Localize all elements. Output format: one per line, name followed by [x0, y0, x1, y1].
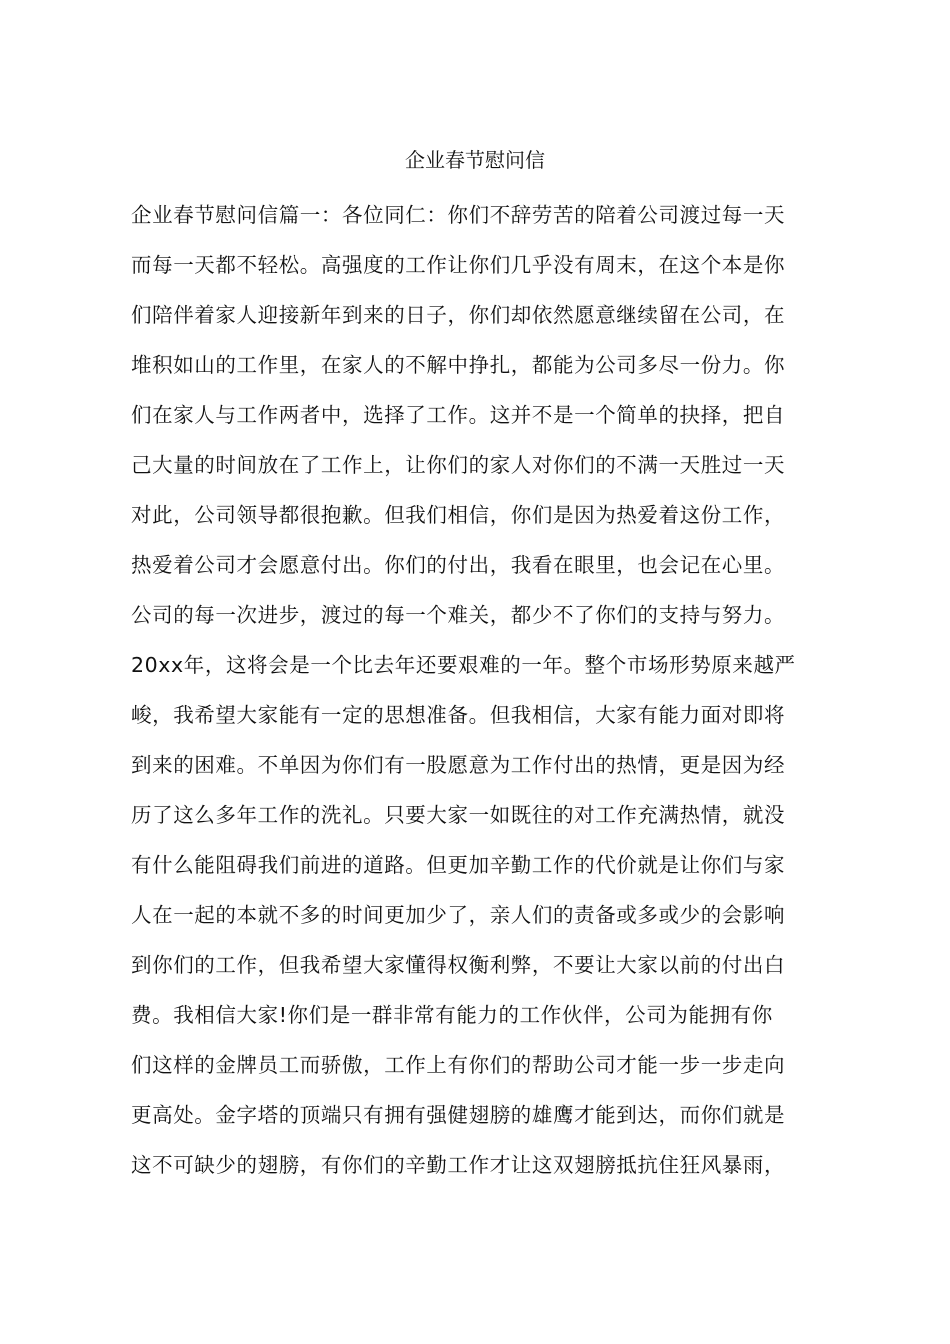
- document-body: [131, 190, 851, 1190]
- text-line: 20xx年，这将会是一个比去年还要艰难的一年。整个市场形势原来越严: [131, 653, 796, 677]
- text-line: 峻，我希望大家能有一定的思想准备。但我相信，大家有能力面对即将: [131, 703, 786, 727]
- document-title: 企业春节慰问信: [405, 148, 545, 172]
- text-line: 公司的每一次进步，渡过的每一个难关，都少不了你们的支持与努力。: [131, 603, 786, 627]
- text-line: 费。我相信大家!你们是一群非常有能力的工作伙伴，公司为能拥有你: [131, 1003, 773, 1027]
- text-line: 对此，公司领导都很抱歉。但我们相信，你们是因为热爱着这份工作，: [131, 503, 786, 527]
- text-line: 历了这么多年工作的洗礼。只要大家一如既往的对工作充满热情，就没: [131, 803, 786, 827]
- text-line: 更高处。金字塔的顶端只有拥有强健翅膀的雄鹰才能到达，而你们就是: [131, 1103, 786, 1127]
- text-line: 人在一起的本就不多的时间更加少了，亲人们的责备或多或少的会影响: [131, 903, 786, 927]
- text-line: 热爱着公司才会愿意付出。你们的付出，我看在眼里，也会记在心里。: [131, 553, 786, 577]
- text-line: 而每一天都不轻松。高强度的工作让你们几乎没有周末，在这个本是你: [131, 253, 786, 277]
- text-line: 这不可缺少的翅膀，有你们的辛勤工作才让这双翅膀抵抗住狂风暴雨，: [131, 1153, 786, 1177]
- text-line: 己大量的时间放在了工作上，让你们的家人对你们的不满一天胜过一天: [131, 453, 786, 477]
- text-line: 到来的困难。不单因为你们有一股愿意为工作付出的热情，更是因为经: [131, 753, 786, 777]
- text-line: 们在家人与工作两者中，选择了工作。这并不是一个简单的抉择，把自: [131, 403, 786, 427]
- text-line: 堆积如山的工作里，在家人的不解中挣扎，都能为公司多尽一份力。你: [131, 353, 786, 377]
- text-line: 企业春节慰问信篇一：各位同仁：你们不辞劳苦的陪着公司渡过每一天: [131, 203, 786, 227]
- text-line: 们陪伴着家人迎接新年到来的日子，你们却依然愿意继续留在公司，在: [131, 303, 786, 327]
- text-line: 有什么能阻碍我们前进的道路。但更加辛勤工作的代价就是让你们与家: [131, 853, 786, 877]
- text-line: 们这样的金牌员工而骄傲，工作上有你们的帮助公司才能一步一步走向: [131, 1053, 786, 1077]
- text-line: 到你们的工作，但我希望大家懂得权衡利弊，不要让大家以前的付出白: [131, 953, 786, 977]
